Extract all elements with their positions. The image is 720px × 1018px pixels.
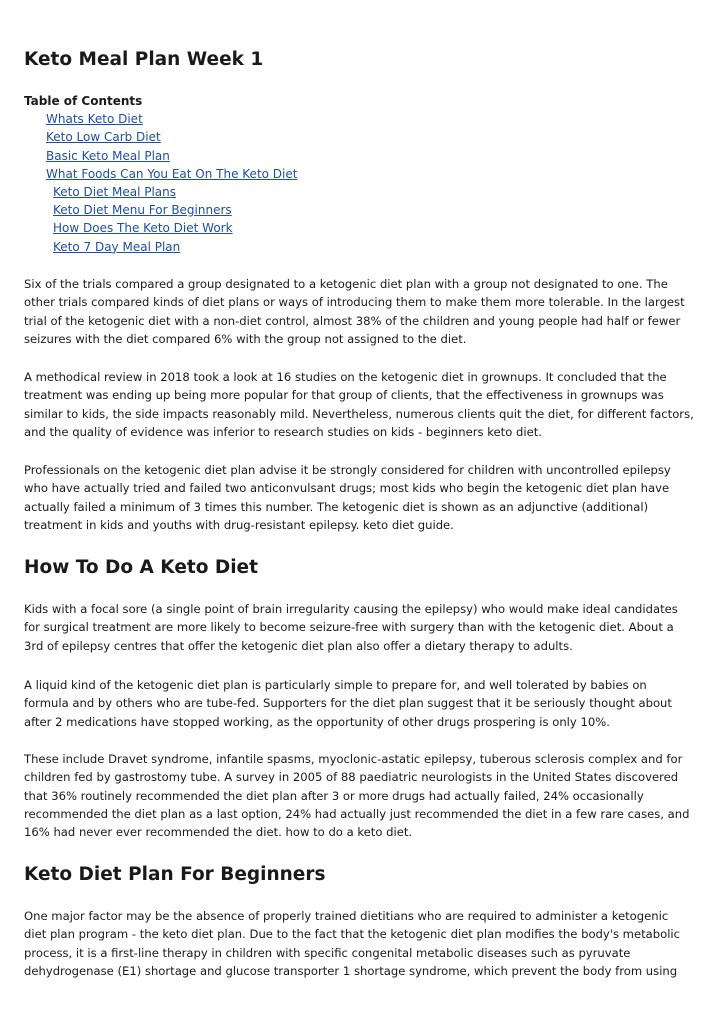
paragraph-3: Professionals on the ketogenic diet plan advise it be strongly considered for children with uncontrolled epilepsy who have actually tried and failed two anticonvulsant drugs; most kids who begin the ketogenic diet plan have actually failed a minimum of 3 times this number. The ketogenic diet is shown as an adjunctive (additional) treatment in kids and youths with drug-resistant epilepsy. keto diet guide. (24, 463, 671, 532)
paragraph-6: These include Dravet syndrome, infantile spasms, myoclonic-astatic epilepsy, tuberous sclerosis complex and for children fed by gastrostomy tube. A survey in 2005 of 88 paediatric neurologists in the United States discovered that 36% routinely recommended the diet plan after 3 or more drugs had actually failed, 24% occasionally recommended the diet plan as a last option, 24% had actually just recommended the diet in a few rare cases, and 16% had never ever recommended the diet. how to do a keto diet. (24, 752, 690, 840)
section-heading-keto-diet-plan-for-beginners: Keto Diet Plan For Beginners (24, 864, 326, 885)
paragraph-2: A methodical review in 2018 took a look at 16 studies on the ketogenic diet in grownups. It concluded that the treatment was ending up being more popular for that group of clients, that the effectiveness in grownups was similar to kids, the side impacts reasonably mild. Nevertheless, numerous clients quit the diet, for different factors, and the quality of evidence was inferior to research studies on kids - beginners keto diet. (24, 370, 694, 439)
page-title: Keto Meal Plan Week 1 (24, 49, 264, 70)
toc-link-keto-diet-menu-for-beginners[interactable]: Keto Diet Menu For Beginners (53, 203, 232, 218)
toc-link-keto-low-carb-diet[interactable]: Keto Low Carb Diet (46, 130, 161, 145)
toc-link-keto-diet-meal-plans[interactable]: Keto Diet Meal Plans (53, 185, 177, 200)
section-heading-how-to-do-a-keto-diet: How To Do A Keto Diet (24, 557, 258, 578)
paragraph-1: Six of the trials compared a group designated to a ketogenic diet plan with a group not designated to one. The other trials compared kinds of diet plans or ways of introducing them to make them more tolerable. In the largest trial of the ketogenic diet with a non-diet control, almost 38% of the children and young people had half or fewer seizures with the diet compared 6% with the group not assigned to the diet. (24, 277, 685, 346)
toc-link-how-does-the-keto-diet-work[interactable]: How Does The Keto Diet Work (53, 221, 233, 236)
toc-link-whats-keto-diet[interactable]: Whats Keto Diet (46, 112, 143, 127)
paragraph-4: Kids with a focal sore (a single point of brain irregularity causing the epilepsy) who would make ideal candidates for surgical treatment are more likely to become seizure-free with surgery than with the ketogenic diet. About a 3rd of epilepsy centres that offer the ketogenic diet plan also offer a dietary therapy to adults. (24, 602, 678, 653)
toc-heading: Table of Contents (24, 94, 143, 108)
toc-link-keto-7-day-meal-plan[interactable]: Keto 7 Day Meal Plan (53, 239, 181, 254)
table-of-contents (24, 92, 696, 256)
toc-link-basic-keto-meal-plan[interactable]: Basic Keto Meal Plan (46, 148, 170, 163)
toc-link-what-foods-can-you-eat[interactable]: What Foods Can You Eat On The Keto Diet (46, 166, 298, 181)
paragraph-5: A liquid kind of the ketogenic diet plan is particularly simple to prepare for, and well tolerated by babies on formula and by others who are tube-fed. Supporters for the diet plan suggest that it be seriously thought about after 2 medications have stopped working, as the opportunity of other drugs prospering is only 10%. (24, 678, 672, 729)
paragraph-7: One major factor may be the absence of properly trained dietitians who are required to administer a ketogenic diet plan program - the keto diet plan. Due to the fact that the ketogenic diet plan modifies the body's metabolic process, it is a first-line therapy in children with specific congenital metabolic diseases such as pyruvate dehydrogenase (E1) shortage and glucose transporter 1 shortage syndrome, which prevent the body from using (24, 909, 681, 978)
